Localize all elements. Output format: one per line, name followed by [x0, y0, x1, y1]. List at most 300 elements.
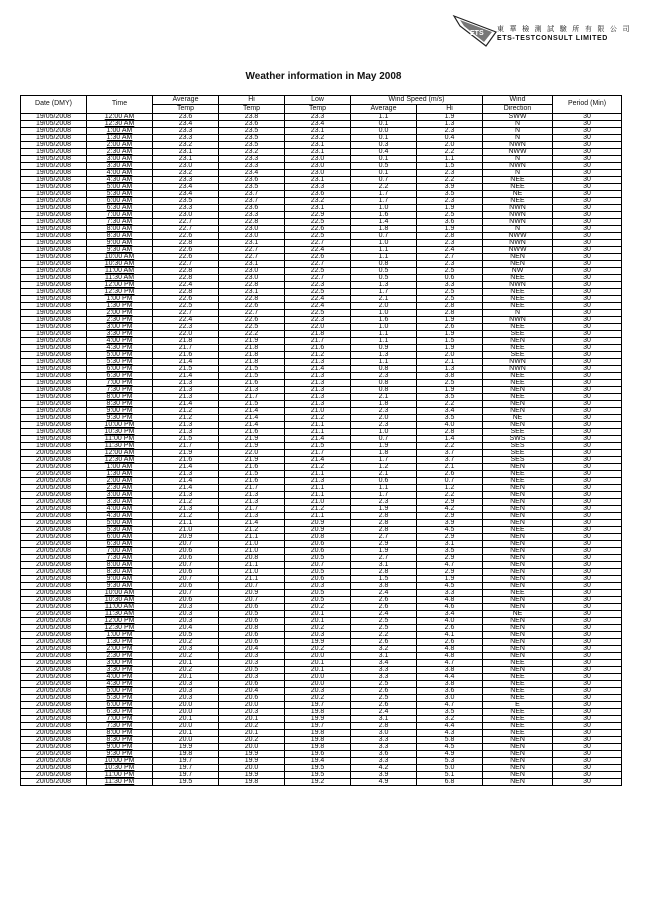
- time-cell: 8:30 AM: [87, 233, 153, 240]
- time-cell: 5:30 AM: [87, 527, 153, 534]
- wind-hi-cell: 1.9: [417, 345, 483, 352]
- date-cell: 19/05/2008: [21, 261, 87, 268]
- avg-temp-cell: 20.0: [153, 709, 219, 716]
- period-cell: 30: [553, 758, 622, 765]
- date-cell: 20/05/2008: [21, 506, 87, 513]
- table-row: [21, 135, 622, 142]
- period-cell: 30: [553, 121, 622, 128]
- time-cell: 5:30 PM: [87, 359, 153, 366]
- time-cell: 2:00 AM: [87, 142, 153, 149]
- time-cell: 7:00 AM: [87, 548, 153, 555]
- wind-hi-cell: 3.8: [417, 667, 483, 674]
- table-row: [21, 275, 622, 282]
- wind-avg-cell: 2.1: [351, 394, 417, 401]
- avg-temp-cell: 21.1: [153, 520, 219, 527]
- avg-temp-cell: 20.0: [153, 737, 219, 744]
- table-row: [21, 373, 622, 380]
- col-header-avg-bottom: Temp: [153, 105, 219, 114]
- table-row: [21, 471, 622, 478]
- table-row: [21, 331, 622, 338]
- hi-temp-cell: 21.4: [219, 408, 285, 415]
- table-row: [21, 527, 622, 534]
- wind-avg-cell: 0.9: [351, 345, 417, 352]
- wind-hi-cell: 4.2: [417, 506, 483, 513]
- wind-hi-cell: 4.5: [417, 583, 483, 590]
- time-cell: 5:00 PM: [87, 688, 153, 695]
- period-cell: 30: [553, 156, 622, 163]
- low-temp-cell: 21.3: [285, 359, 351, 366]
- wind-avg-cell: 2.5: [351, 695, 417, 702]
- time-cell: 7:00 AM: [87, 212, 153, 219]
- time-cell: 2:00 AM: [87, 478, 153, 485]
- wind-avg-cell: 1.1: [351, 359, 417, 366]
- table-row: [21, 170, 622, 177]
- low-temp-cell: 19.8: [285, 709, 351, 716]
- wind-avg-cell: 1.2: [351, 464, 417, 471]
- avg-temp-cell: 22.8: [153, 289, 219, 296]
- wind-hi-cell: 1.3: [417, 121, 483, 128]
- avg-temp-cell: 21.3: [153, 422, 219, 429]
- wind-hi-cell: 4.8: [417, 646, 483, 653]
- table-row: [21, 646, 622, 653]
- hi-temp-cell: 23.5: [219, 135, 285, 142]
- date-cell: 20/05/2008: [21, 569, 87, 576]
- avg-temp-cell: 19.5: [153, 779, 219, 786]
- wind-hi-cell: 4.0: [417, 618, 483, 625]
- wind-avg-cell: 2.4: [351, 611, 417, 618]
- wind-direction-cell: NEE: [483, 380, 553, 387]
- low-temp-cell: 21.4: [285, 436, 351, 443]
- wind-direction-cell: NEN: [483, 261, 553, 268]
- period-cell: 30: [553, 660, 622, 667]
- wind-direction-cell: NEN: [483, 541, 553, 548]
- low-temp-cell: 23.1: [285, 177, 351, 184]
- period-cell: 30: [553, 415, 622, 422]
- wind-avg-cell: 3.3: [351, 667, 417, 674]
- hi-temp-cell: 23.0: [219, 268, 285, 275]
- time-cell: 3:00 AM: [87, 156, 153, 163]
- time-cell: 5:30 AM: [87, 191, 153, 198]
- hi-temp-cell: 23.2: [219, 149, 285, 156]
- avg-temp-cell: 20.0: [153, 702, 219, 709]
- wind-direction-cell: NEN: [483, 576, 553, 583]
- company-name-chinese: 東 華 檢 測 試 驗 所 有 限 公 司: [497, 26, 632, 33]
- hi-temp-cell: 20.3: [219, 674, 285, 681]
- wind-direction-cell: NEE: [483, 345, 553, 352]
- table-row: [21, 744, 622, 751]
- wind-direction-cell: NEN: [483, 604, 553, 611]
- wind-direction-cell: NWN: [483, 240, 553, 247]
- wind-direction-cell: NEN: [483, 338, 553, 345]
- time-cell: 7:00 PM: [87, 716, 153, 723]
- hi-temp-cell: 23.1: [219, 289, 285, 296]
- period-cell: 30: [553, 471, 622, 478]
- date-cell: 19/05/2008: [21, 282, 87, 289]
- time-cell: 2:30 PM: [87, 317, 153, 324]
- period-cell: 30: [553, 744, 622, 751]
- low-temp-cell: 21.0: [285, 408, 351, 415]
- wind-hi-cell: 2.9: [417, 555, 483, 562]
- avg-temp-cell: 21.8: [153, 338, 219, 345]
- avg-temp-cell: 22.7: [153, 219, 219, 226]
- hi-temp-cell: 21.0: [219, 548, 285, 555]
- table-row: [21, 534, 622, 541]
- avg-temp-cell: 20.3: [153, 611, 219, 618]
- wind-hi-cell: 1.9: [417, 317, 483, 324]
- avg-temp-cell: 23.1: [153, 149, 219, 156]
- time-cell: 10:00 PM: [87, 758, 153, 765]
- wind-hi-cell: 2.1: [417, 359, 483, 366]
- date-cell: 19/05/2008: [21, 429, 87, 436]
- period-cell: 30: [553, 373, 622, 380]
- time-cell: 6:30 AM: [87, 205, 153, 212]
- table-row: [21, 205, 622, 212]
- date-cell: 19/05/2008: [21, 170, 87, 177]
- wind-direction-cell: NWN: [483, 212, 553, 219]
- wind-direction-cell: SEE: [483, 450, 553, 457]
- hi-temp-cell: 21.6: [219, 464, 285, 471]
- date-cell: 19/05/2008: [21, 338, 87, 345]
- table-row: [21, 772, 622, 779]
- low-temp-cell: 21.2: [285, 506, 351, 513]
- wind-avg-cell: 1.6: [351, 212, 417, 219]
- table-row: [21, 359, 622, 366]
- period-cell: 30: [553, 422, 622, 429]
- wind-avg-cell: 0.5: [351, 275, 417, 282]
- date-cell: 19/05/2008: [21, 142, 87, 149]
- col-header-low-bottom: Temp: [285, 105, 351, 114]
- wind-direction-cell: NWN: [483, 317, 553, 324]
- time-cell: 9:00 PM: [87, 744, 153, 751]
- wind-avg-cell: 0.1: [351, 156, 417, 163]
- low-temp-cell: 19.7: [285, 723, 351, 730]
- date-cell: 19/05/2008: [21, 303, 87, 310]
- wind-direction-cell: NEN: [483, 499, 553, 506]
- wind-avg-cell: 0.7: [351, 177, 417, 184]
- wind-avg-cell: 3.0: [351, 730, 417, 737]
- wind-hi-cell: 4.8: [417, 597, 483, 604]
- wind-hi-cell: 4.7: [417, 562, 483, 569]
- avg-temp-cell: 21.2: [153, 513, 219, 520]
- table-row: [21, 114, 622, 121]
- avg-temp-cell: 20.5: [153, 632, 219, 639]
- wind-hi-cell: 3.0: [417, 695, 483, 702]
- wind-direction-cell: E: [483, 702, 553, 709]
- table-row: [21, 765, 622, 772]
- period-cell: 30: [553, 443, 622, 450]
- date-cell: 19/05/2008: [21, 422, 87, 429]
- period-cell: 30: [553, 611, 622, 618]
- table-row: [21, 688, 622, 695]
- avg-temp-cell: 20.0: [153, 723, 219, 730]
- wind-hi-cell: 2.5: [417, 268, 483, 275]
- period-cell: 30: [553, 737, 622, 744]
- table-row: [21, 625, 622, 632]
- time-cell: 9:00 PM: [87, 408, 153, 415]
- avg-temp-cell: 22.6: [153, 233, 219, 240]
- hi-temp-cell: 21.6: [219, 429, 285, 436]
- table-row: [21, 436, 622, 443]
- wind-hi-cell: 3.5: [417, 548, 483, 555]
- period-cell: 30: [553, 492, 622, 499]
- low-temp-cell: 19.4: [285, 758, 351, 765]
- wind-hi-cell: 2.3: [417, 261, 483, 268]
- table-row: [21, 681, 622, 688]
- hi-temp-cell: 21.5: [219, 366, 285, 373]
- hi-temp-cell: 21.5: [219, 471, 285, 478]
- report-title: Weather information in May 2008: [245, 71, 402, 82]
- period-cell: 30: [553, 695, 622, 702]
- date-cell: 20/05/2008: [21, 576, 87, 583]
- wind-avg-cell: 0.1: [351, 170, 417, 177]
- date-cell: 19/05/2008: [21, 359, 87, 366]
- low-temp-cell: 21.3: [285, 373, 351, 380]
- low-temp-cell: 20.0: [285, 674, 351, 681]
- hi-temp-cell: 19.9: [219, 772, 285, 779]
- period-cell: 30: [553, 674, 622, 681]
- date-cell: 19/05/2008: [21, 289, 87, 296]
- time-cell: 4:30 AM: [87, 513, 153, 520]
- period-cell: 30: [553, 219, 622, 226]
- wind-hi-cell: 4.7: [417, 660, 483, 667]
- table-row: [21, 716, 622, 723]
- time-cell: 4:00 AM: [87, 170, 153, 177]
- date-cell: 19/05/2008: [21, 114, 87, 121]
- hi-temp-cell: 20.9: [219, 590, 285, 597]
- period-cell: 30: [553, 772, 622, 779]
- table-row: [21, 366, 622, 373]
- date-cell: 20/05/2008: [21, 723, 87, 730]
- hi-temp-cell: 21.4: [219, 422, 285, 429]
- wind-avg-cell: 3.3: [351, 737, 417, 744]
- table-row: [21, 450, 622, 457]
- wind-hi-cell: 2.2: [417, 149, 483, 156]
- avg-temp-cell: 21.3: [153, 471, 219, 478]
- wind-hi-cell: 2.4: [417, 247, 483, 254]
- table-row: [21, 737, 622, 744]
- low-temp-cell: 22.7: [285, 275, 351, 282]
- wind-hi-cell: 1.9: [417, 331, 483, 338]
- date-cell: 20/05/2008: [21, 590, 87, 597]
- low-temp-cell: 19.9: [285, 716, 351, 723]
- table-row: [21, 632, 622, 639]
- time-cell: 8:00 AM: [87, 562, 153, 569]
- hi-temp-cell: 22.6: [219, 303, 285, 310]
- date-cell: 19/05/2008: [21, 443, 87, 450]
- time-cell: 7:30 PM: [87, 723, 153, 730]
- date-cell: 19/05/2008: [21, 331, 87, 338]
- wind-direction-cell: NEE: [483, 681, 553, 688]
- low-temp-cell: 23.2: [285, 198, 351, 205]
- low-temp-cell: 22.7: [285, 261, 351, 268]
- period-cell: 30: [553, 541, 622, 548]
- low-temp-cell: 20.2: [285, 625, 351, 632]
- date-cell: 20/05/2008: [21, 548, 87, 555]
- table-row: [21, 709, 622, 716]
- table-row: [21, 163, 622, 170]
- wind-avg-cell: 2.3: [351, 408, 417, 415]
- low-temp-cell: 21.2: [285, 464, 351, 471]
- wind-hi-cell: 6.8: [417, 779, 483, 786]
- wind-direction-cell: NEE: [483, 590, 553, 597]
- wind-avg-cell: 2.8: [351, 569, 417, 576]
- wind-hi-cell: 4.6: [417, 604, 483, 611]
- avg-temp-cell: 20.1: [153, 716, 219, 723]
- time-cell: 6:30 PM: [87, 373, 153, 380]
- wind-avg-cell: 3.6: [351, 751, 417, 758]
- table-row: [21, 345, 622, 352]
- period-cell: 30: [553, 632, 622, 639]
- low-temp-cell: 20.5: [285, 590, 351, 597]
- table-row: [21, 597, 622, 604]
- table-row: [21, 324, 622, 331]
- period-cell: 30: [553, 366, 622, 373]
- wind-avg-cell: 0.7: [351, 436, 417, 443]
- period-cell: 30: [553, 240, 622, 247]
- wind-direction-cell: NEE: [483, 660, 553, 667]
- wind-direction-cell: NE: [483, 191, 553, 198]
- table-row: [21, 282, 622, 289]
- wind-hi-cell: 1.9: [417, 576, 483, 583]
- date-cell: 19/05/2008: [21, 233, 87, 240]
- wind-avg-cell: 0.6: [351, 478, 417, 485]
- period-cell: 30: [553, 254, 622, 261]
- wind-hi-cell: 3.5: [417, 394, 483, 401]
- date-cell: 19/05/2008: [21, 268, 87, 275]
- hi-temp-cell: 22.0: [219, 450, 285, 457]
- low-temp-cell: 21.3: [285, 394, 351, 401]
- low-temp-cell: 21.3: [285, 380, 351, 387]
- wind-avg-cell: 0.1: [351, 121, 417, 128]
- period-cell: 30: [553, 352, 622, 359]
- wind-direction-cell: NWN: [483, 163, 553, 170]
- low-temp-cell: 20.1: [285, 667, 351, 674]
- wind-direction-cell: NEN: [483, 492, 553, 499]
- time-cell: 1:00 PM: [87, 296, 153, 303]
- wind-hi-cell: 2.0: [417, 142, 483, 149]
- avg-temp-cell: 23.2: [153, 142, 219, 149]
- date-cell: 19/05/2008: [21, 184, 87, 191]
- date-cell: 20/05/2008: [21, 485, 87, 492]
- low-temp-cell: 20.1: [285, 611, 351, 618]
- wind-avg-cell: 2.2: [351, 184, 417, 191]
- avg-temp-cell: 22.6: [153, 254, 219, 261]
- avg-temp-cell: 20.7: [153, 541, 219, 548]
- date-cell: 20/05/2008: [21, 779, 87, 786]
- wind-direction-cell: NWW: [483, 233, 553, 240]
- hi-temp-cell: 20.1: [219, 730, 285, 737]
- time-cell: 8:30 PM: [87, 737, 153, 744]
- wind-avg-cell: 0.4: [351, 149, 417, 156]
- low-temp-cell: 19.5: [285, 772, 351, 779]
- low-temp-cell: 22.4: [285, 303, 351, 310]
- wind-direction-cell: SES: [483, 443, 553, 450]
- time-cell: 12:00 AM: [87, 450, 153, 457]
- wind-hi-cell: 3.1: [417, 541, 483, 548]
- wind-hi-cell: 2.7: [417, 254, 483, 261]
- hi-temp-cell: 23.8: [219, 114, 285, 121]
- hi-temp-cell: 23.1: [219, 240, 285, 247]
- period-cell: 30: [553, 450, 622, 457]
- hi-temp-cell: 20.6: [219, 632, 285, 639]
- table-row: [21, 415, 622, 422]
- table-row: [21, 653, 622, 660]
- wind-avg-cell: 1.7: [351, 198, 417, 205]
- time-cell: 8:00 PM: [87, 730, 153, 737]
- avg-temp-cell: 22.8: [153, 240, 219, 247]
- wind-hi-cell: 2.3: [417, 198, 483, 205]
- low-temp-cell: 23.3: [285, 114, 351, 121]
- period-cell: 30: [553, 338, 622, 345]
- avg-temp-cell: 23.3: [153, 205, 219, 212]
- low-temp-cell: 21.7: [285, 450, 351, 457]
- time-cell: 2:00 PM: [87, 310, 153, 317]
- wind-hi-cell: 1.3: [417, 366, 483, 373]
- time-cell: 9:30 AM: [87, 583, 153, 590]
- wind-hi-cell: 3.5: [417, 709, 483, 716]
- hi-temp-cell: 20.5: [219, 611, 285, 618]
- time-cell: 10:00 AM: [87, 254, 153, 261]
- wind-direction-cell: NEN: [483, 779, 553, 786]
- low-temp-cell: 23.1: [285, 149, 351, 156]
- wind-hi-cell: 2.3: [417, 128, 483, 135]
- time-cell: 6:00 PM: [87, 702, 153, 709]
- avg-temp-cell: 21.9: [153, 450, 219, 457]
- low-temp-cell: 23.6: [285, 191, 351, 198]
- wind-avg-cell: 1.6: [351, 317, 417, 324]
- low-temp-cell: 19.8: [285, 744, 351, 751]
- wind-avg-cell: 2.1: [351, 471, 417, 478]
- hi-temp-cell: 22.7: [219, 310, 285, 317]
- wind-direction-cell: NEN: [483, 401, 553, 408]
- wind-direction-cell: NEN: [483, 548, 553, 555]
- hi-temp-cell: 19.9: [219, 758, 285, 765]
- wind-avg-cell: 0.8: [351, 366, 417, 373]
- period-cell: 30: [553, 779, 622, 786]
- table-row: [21, 310, 622, 317]
- wind-avg-cell: 1.1: [351, 485, 417, 492]
- avg-temp-cell: 21.2: [153, 408, 219, 415]
- wind-avg-cell: 2.0: [351, 303, 417, 310]
- hi-temp-cell: 21.4: [219, 520, 285, 527]
- wind-direction-cell: SWS: [483, 436, 553, 443]
- period-cell: 30: [553, 226, 622, 233]
- col-header-period: Period (Min): [553, 96, 622, 114]
- hi-temp-cell: 21.7: [219, 506, 285, 513]
- hi-temp-cell: 20.0: [219, 744, 285, 751]
- hi-temp-cell: 22.6: [219, 317, 285, 324]
- hi-temp-cell: 21.3: [219, 499, 285, 506]
- time-cell: 6:00 AM: [87, 198, 153, 205]
- wind-direction-cell: N: [483, 170, 553, 177]
- wind-avg-cell: 0.8: [351, 387, 417, 394]
- date-cell: 20/05/2008: [21, 772, 87, 779]
- wind-hi-cell: 2.6: [417, 625, 483, 632]
- period-cell: 30: [553, 576, 622, 583]
- wind-hi-cell: 2.9: [417, 569, 483, 576]
- wind-hi-cell: 2.3: [417, 170, 483, 177]
- table-row: [21, 352, 622, 359]
- table-row: [21, 541, 622, 548]
- avg-temp-cell: 22.8: [153, 275, 219, 282]
- wind-direction-cell: NEN: [483, 254, 553, 261]
- wind-hi-cell: 4.3: [417, 730, 483, 737]
- wind-direction-cell: NWW: [483, 149, 553, 156]
- wind-direction-cell: NEE: [483, 296, 553, 303]
- date-cell: 20/05/2008: [21, 765, 87, 772]
- hi-temp-cell: 20.4: [219, 688, 285, 695]
- hi-temp-cell: 23.6: [219, 205, 285, 212]
